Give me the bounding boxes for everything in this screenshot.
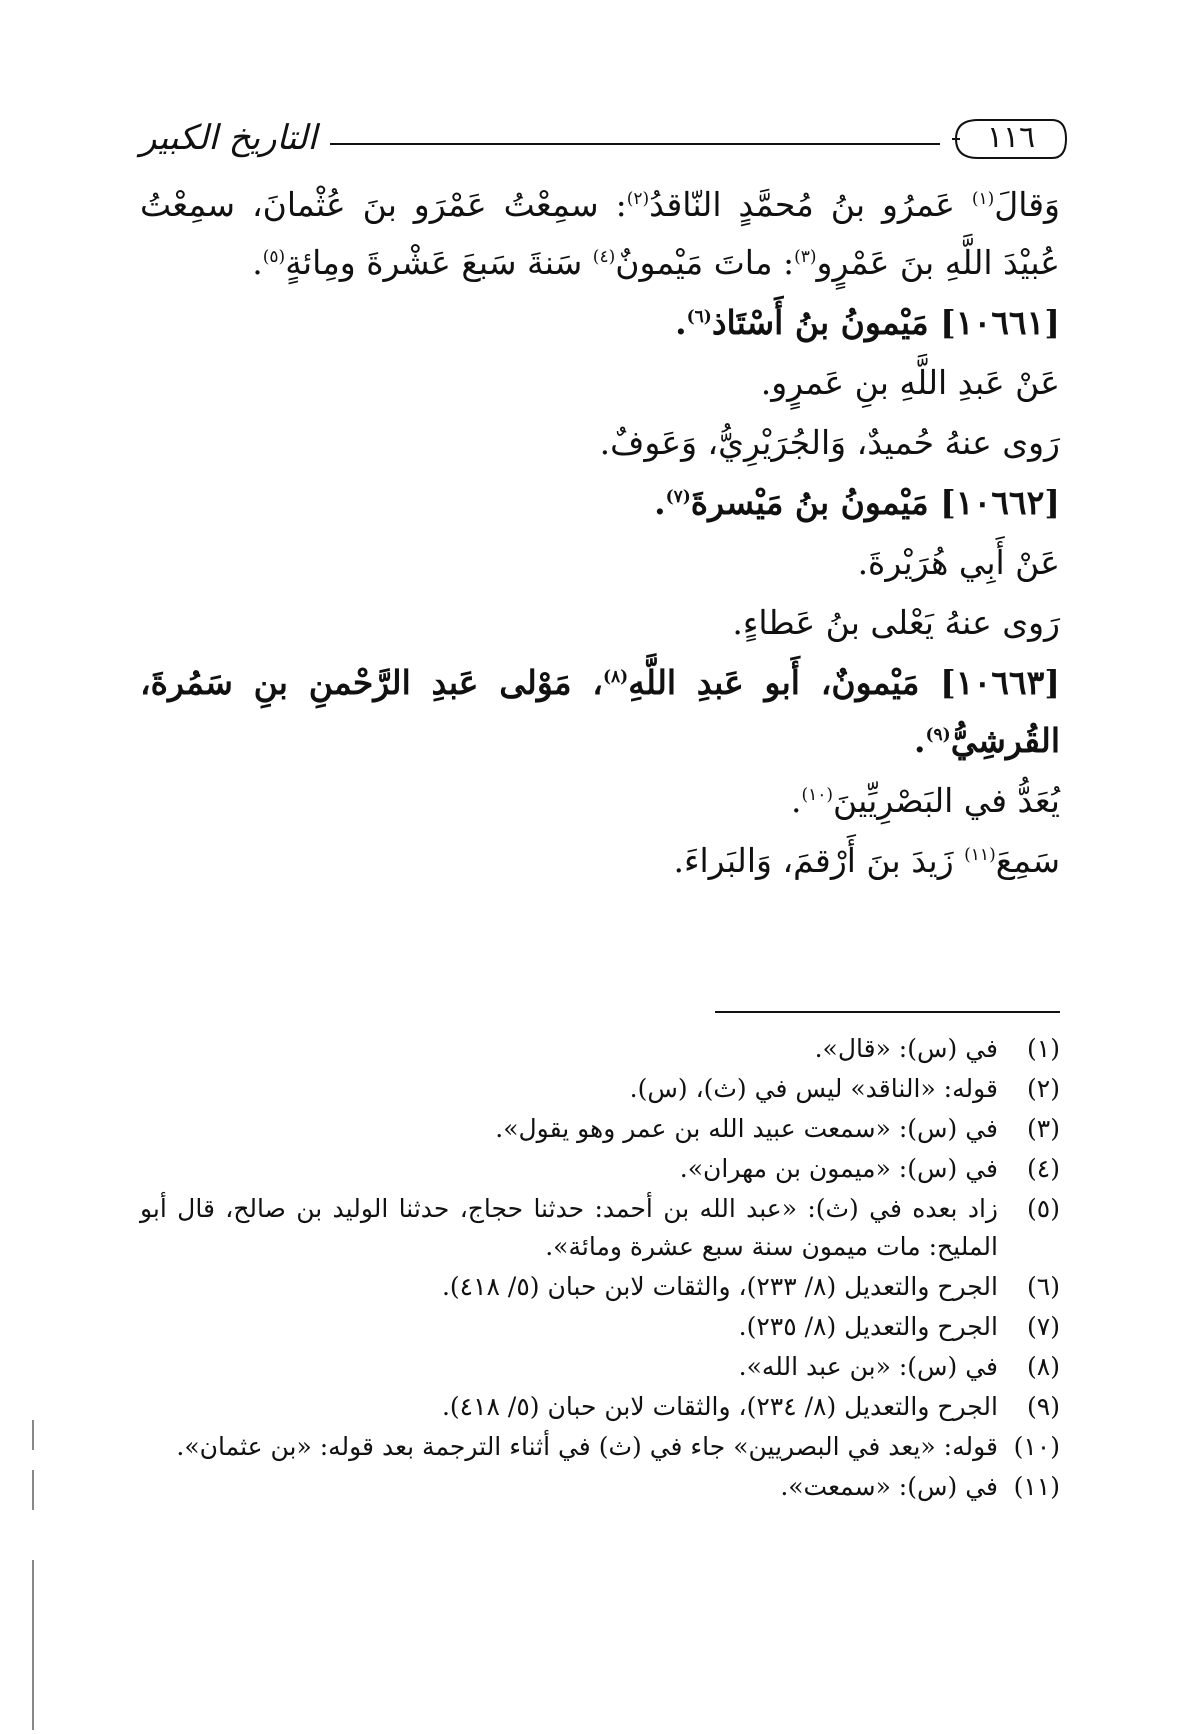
footnote-mark: (٧) [665, 487, 691, 507]
footnote-mark: (٣) [794, 247, 817, 267]
page-header [140, 110, 1070, 170]
footnote-mark: (٨) [602, 667, 629, 687]
footnote [680, 1150, 1060, 1188]
footnote-number: (٦) [1027, 1272, 1060, 1301]
text-line: يُعَدُّ في البَصْرِيِّينَ$^{(١٠)}$. [790, 781, 1060, 820]
footnote-number: (١٠) [1013, 1432, 1060, 1461]
footnote-number: (١) [1027, 1034, 1060, 1063]
header-rule [330, 143, 940, 145]
footnote-separator [715, 1011, 1060, 1013]
footnote-text: في (س): «سمعت». [780, 1472, 998, 1501]
scan-edge-mark [32, 1470, 34, 1510]
footnote-text: في (س): «سمعت عبيد الله بن عمر وهو يقول». [495, 1114, 998, 1143]
text-line: رَوى عنهُ يَعْلى بنُ عَطاءٍ. [732, 603, 1060, 642]
text-line: عَنْ أَبِي هُرَيْرةَ. [857, 543, 1060, 582]
footnote-number: (٥) [1027, 1194, 1060, 1223]
footnote [739, 1308, 1060, 1346]
footnote-text: الجرح والتعديل (٨/ ٢٣٥). [738, 1312, 998, 1341]
footnote [140, 1190, 1060, 1228]
footnote-mark: (٦) [686, 307, 712, 327]
footnote-mark: (٩) [925, 725, 951, 745]
footnote-mark: (٤) [592, 247, 616, 267]
text-line: رَوى عنهُ حُميدٌ، وَالجُرَيْرِيُّ، وَعَوفٌ. [599, 423, 1060, 462]
footnote [780, 1468, 1060, 1506]
footnote [442, 1388, 1060, 1426]
entry-heading: [١٠٦٦٣] مَيْمونٌ، أَبو عَبدِ اللَّهِ$^{(٨)}$، مَوْلى عَبدِ الرَّحْمنِ بنِ سَمُرةَ، [140, 663, 1060, 702]
scan-edge-mark [32, 1420, 34, 1450]
footnote-mark: (١) [971, 189, 995, 209]
footnote [815, 1030, 1060, 1068]
footnote-number: (٤) [1027, 1154, 1060, 1183]
footnote-text: في (س): «بن عبد الله». [738, 1352, 998, 1381]
footnote [495, 1110, 1060, 1148]
footnote [739, 1348, 1060, 1386]
text-line: سَمِعَ$^{(١١)}$ زَيدَ بنَ أَرْقمَ، وَالبَراءَ. [673, 841, 1060, 880]
footnote-text: قوله: «الناقد» ليس في (ث)، (س). [629, 1074, 998, 1103]
footnote-text: زاد بعده في (ث): «عبد الله بن أحمد: حدثنا حجاج، حدثنا الوليد بن صالح، قال أبو [140, 1194, 998, 1223]
footnote-number: (٧) [1027, 1312, 1060, 1341]
entry-heading: [١٠٦٦١] مَيْمونُ بنُ أَسْتَاذ$^{(٦)}$. [675, 303, 1060, 342]
footnote-mark: (١٠) [801, 785, 834, 805]
footnote-continuation: المليح: مات ميمون سنة سبع عشرة ومائة». [545, 1232, 998, 1261]
footnote-text: في (س): «قال». [814, 1034, 998, 1063]
text-line: عَنْ عَبدِ اللَّهِ بنِ عَمرٍو. [760, 363, 1060, 402]
footnote [442, 1268, 1060, 1306]
footnote [176, 1428, 1060, 1466]
footnote-number: (٩) [1027, 1392, 1060, 1421]
footnote-number: (١١) [1013, 1472, 1060, 1501]
entry-heading: [١٠٦٦٢] مَيْمونُ بنُ مَيْسرةَ$^{(٧)}$. [654, 483, 1060, 522]
scan-edge-mark [32, 1560, 34, 1730]
footnote-number: (٢) [1027, 1074, 1060, 1103]
footnote-number: (٨) [1027, 1352, 1060, 1381]
text-line: عُبيْدَ اللَّهِ بنَ عَمْرٍو$^{(٣)}$: ماتَ مَيْمونٌ$^{(٤)}$ سَنةَ سَبعَ عَشْرةَ ومِائةٍ$^{(٥)}$. [252, 243, 1060, 282]
footnote-mark: (١١) [964, 845, 996, 865]
footnote-mark: (٥) [262, 247, 286, 267]
footnote-text: في (س): «ميمون بن مهران». [679, 1154, 998, 1183]
page-number-badge [952, 114, 1070, 164]
text-line: وَقالَ$^{(١)}$ عَمرُو بنُ مُحمَّدٍ النّاقدُ$^{(٢)}$: سمِعْتُ عَمْرَو بنَ عُثْمانَ، سمِعْتُ [140, 185, 1060, 224]
book-title: التاريخ الكبير [140, 118, 317, 158]
footnote-text: قوله: «يعد في البصريين» جاء في (ث) في أثناء الترجمة بعد قوله: «بن عثمان». [176, 1432, 998, 1461]
entry-heading-cont: القُرشِيُّ$^{(٩)}$. [913, 721, 1060, 760]
footnote-text: الجرح والتعديل (٨/ ٢٣٤)، والثقات لابن حبان (٥/ ٤١٨). [441, 1392, 998, 1421]
page-number: ١١٦ [986, 120, 1036, 155]
footnote-number: (٣) [1027, 1114, 1060, 1143]
footnote-mark: (٢) [626, 189, 650, 209]
footnote-text: الجرح والتعديل (٨/ ٢٣٣)، والثقات لابن حبان (٥/ ٤١٨). [441, 1272, 998, 1301]
footnote [630, 1070, 1060, 1108]
